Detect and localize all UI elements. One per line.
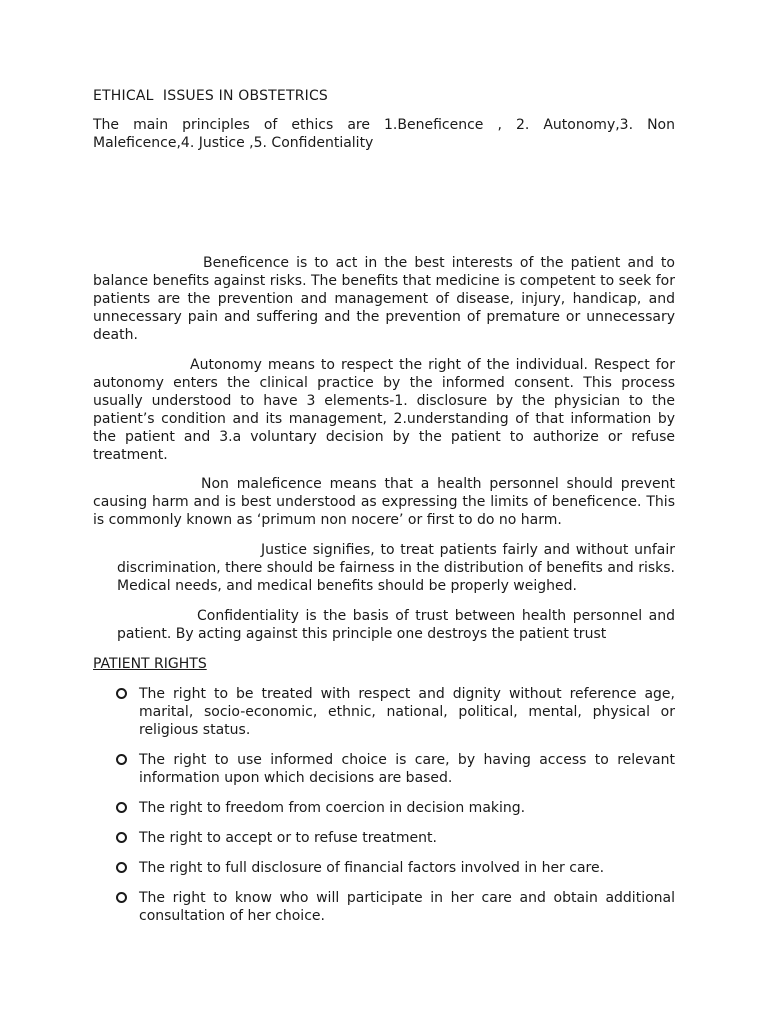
list-item-text: The right to know who will participate in her care and obtain additional consultation of her choice.	[139, 890, 675, 924]
document-title: ETHICAL ISSUES IN OBSTETRICS	[93, 88, 329, 104]
list-item	[116, 889, 675, 925]
list-item-text: The right to freedom from coercion in decision making.	[139, 800, 526, 816]
list-item-text: The right to use informed choice is care, by having access to relevant information upon which decisions are based.	[139, 752, 675, 786]
hollow-circle-bullet-icon	[116, 892, 127, 903]
hollow-circle-bullet-icon	[116, 862, 127, 873]
confidentiality-paragraph: Confidentiality is the basis of trust between health personnel and patient. By acting against this principle one destroys the patient trust	[117, 608, 675, 642]
list-item	[116, 829, 675, 847]
non-maleficence-paragraph: Non maleficence means that a health personnel should prevent causing harm and is best understood as expressing the limits of beneficence. This is commonly known as ‘primum non nocere’ or first to do no harm.	[93, 476, 675, 528]
list-item	[116, 685, 675, 739]
list-item	[116, 859, 675, 877]
list-item-text: The right to full disclosure of financial factors involved in her care.	[139, 860, 605, 876]
list-item-text: The right to accept or to refuse treatment.	[139, 830, 437, 846]
list-item-text: The right to be treated with respect and dignity without reference age, marital, socio-economic, ethnic, national, political, mental, physical or religious status.	[139, 686, 675, 738]
justice-paragraph: Justice signifies, to treat patients fairly and without unfair discrimination, there should be fairness in the distribution of benefits and risks. Medical needs, and medical benefits should be properly weighed.	[117, 542, 675, 594]
list-item	[116, 751, 675, 787]
patient-rights-list	[116, 685, 675, 937]
patient-rights-heading: PATIENT RIGHTS	[93, 656, 207, 672]
hollow-circle-bullet-icon	[116, 802, 127, 813]
intro-paragraph: The main principles of ethics are 1.Beneficence , 2. Autonomy,3. Non Maleficence,4. Justice ,5. Confidentiality	[93, 117, 675, 151]
list-item	[116, 799, 675, 817]
beneficence-paragraph: Beneficence is to act in the best interests of the patient and to balance benefits against risks. The benefits that medicine is competent to seek for patients are the prevention and management of disease, injury, handicap, and unnecessary pain and suffering and the prevention of premature or unnecessary death.	[93, 255, 675, 343]
hollow-circle-bullet-icon	[116, 688, 127, 699]
autonomy-paragraph: Autonomy means to respect the right of the individual. Respect for autonomy enters the clinical practice by the informed consent. This process usually understood to have 3 elements-1. disclosure by the physician to the patient’s condition and its management, 2.understanding of that information by the patient and 3.a voluntary decision by the patient to authorize or refuse treatment.	[93, 357, 675, 463]
hollow-circle-bullet-icon	[116, 832, 127, 843]
hollow-circle-bullet-icon	[116, 754, 127, 765]
